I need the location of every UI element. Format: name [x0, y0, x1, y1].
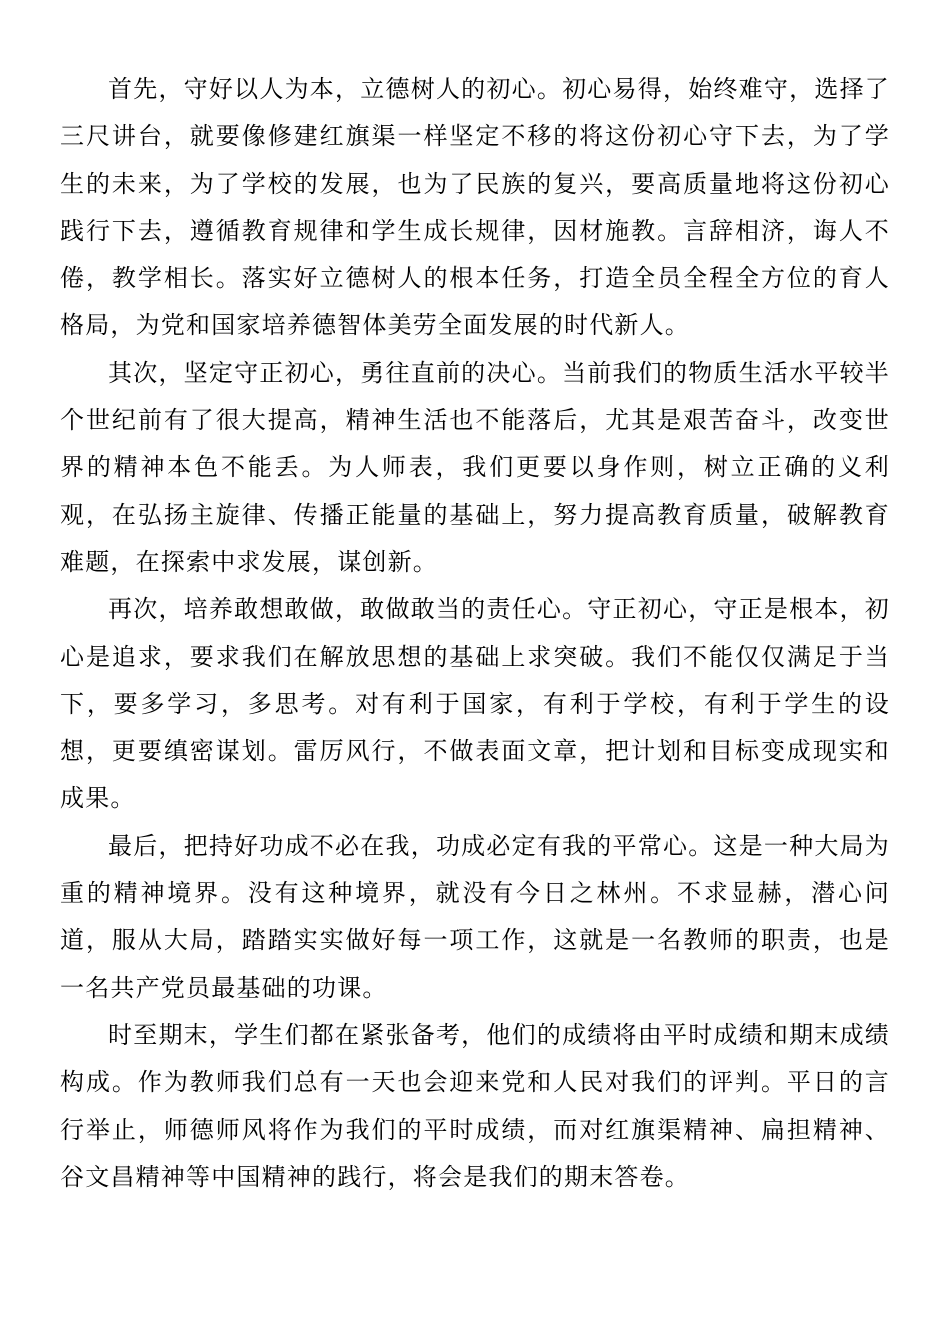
- paragraph-first: 首先，守好以人为本，立德树人的初心。初心易得，始终难守，选择了三尺讲台，就要像修建红旗渠一样坚定不移的将这份初心守下去，为了学生的未来，为了学校的发展，也为了民族的复兴，要高质量地将这份初心践行下去，遵循教育规律和学生成长规律，因材施教。言辞相济，诲人不倦，教学相长。落实好立德树人的根本任务，打造全员全程全方位的育人格局，为党和国家培养德智体美劳全面发展的时代新人。: [60, 75, 890, 340]
- paragraph-third: 再次，培养敢想敢做，敢做敢当的责任心。守正初心，守正是根本，初心是追求，要求我们在解放思想的基础上求突破。我们不能仅仅满足于当下，要多学习，多思考。对有利于国家，有利于学校，有利于学生的设想，更要缜密谋划。雷厉风行，不做表面文章，把计划和目标变成现实和成果。: [60, 595, 890, 813]
- paragraph-fourth: 最后，把持好功成不必在我，功成必定有我的平常心。这是一种大局为重的精神境界。没有这种境界，就没有今日之林州。不求显赫，潜心问道，服从大局，踏踏实实做好每一项工作，这就是一名教师的职责，也是一名共产党员最基础的功课。: [60, 831, 890, 1002]
- paragraph-fifth: 时至期末，学生们都在紧张备考，他们的成绩将由平时成绩和期末成绩构成。作为教师我们总有一天也会迎来党和人民对我们的评判。平日的言行举止，师德师风将作为我们的平时成绩，而对红旗渠精神、扁担精神、谷文昌精神等中国精神的践行，将会是我们的期末答卷。: [60, 1020, 890, 1191]
- document-body: [60, 66, 890, 1201]
- paragraph-second: 其次，坚定守正初心，勇往直前的决心。当前我们的物质生活水平较半个世纪前有了很大提高，精神生活也不能落后，尤其是艰苦奋斗，改变世界的精神本色不能丢。为人师表，我们更要以身作则，树立正确的义利观，在弘扬主旋律、传播正能量的基础上，努力提高教育质量，破解教育难题，在探索中求发展，谋创新。: [60, 358, 890, 576]
